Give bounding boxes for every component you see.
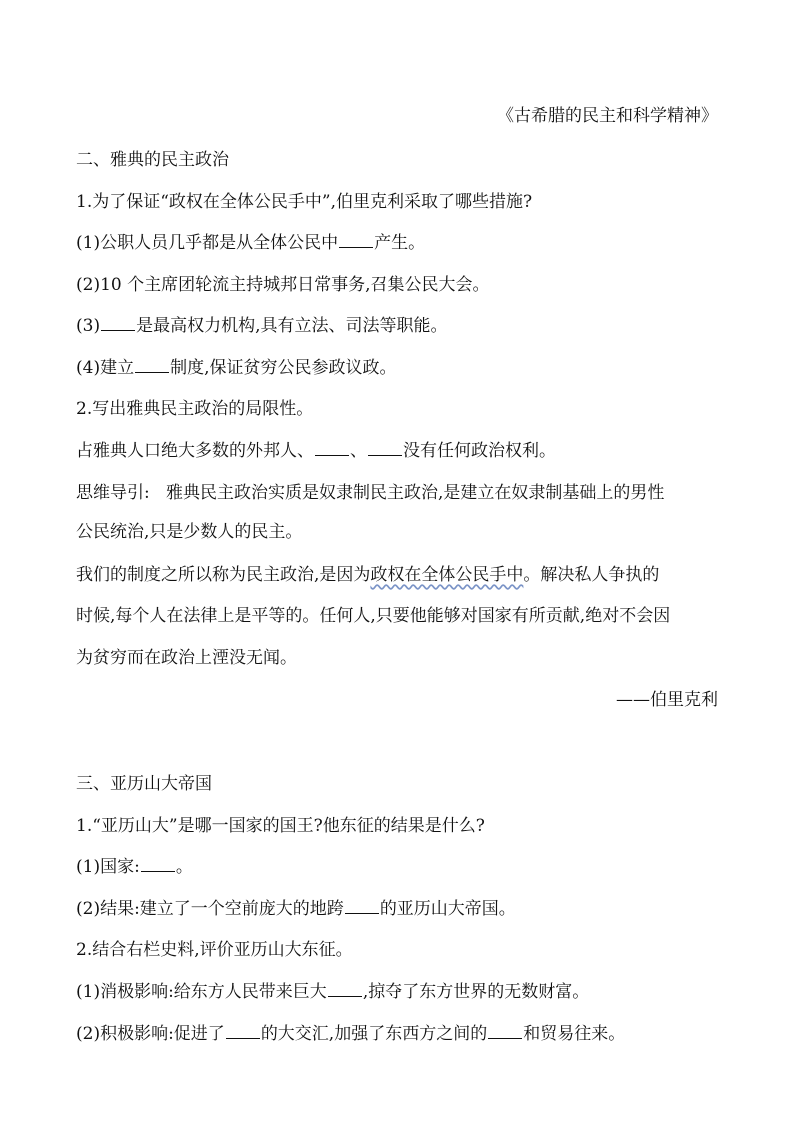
question-3-2: 2.结合右栏史料,评价亚历山大东征。 — [76, 940, 353, 960]
fill-blank[interactable] — [141, 855, 175, 872]
section-heading-alexander: 三、亚历山大帝国 — [76, 774, 212, 794]
answer-1-4: (4)建立 制度,保证贫穷公民参政议政。 — [76, 358, 397, 378]
answer-1-1: (1)公职人员几乎都是从全体公民中 产生。 — [76, 233, 426, 253]
fill-blank[interactable] — [368, 439, 402, 456]
fill-blank[interactable] — [315, 439, 349, 456]
answer-1-2: (2)10 个主席团轮流主持城邦日常事务,召集公民大会。 — [76, 275, 490, 295]
thinking-guide: 思维导引: 雅典民主政治实质是奴隶制民主政治,是建立在奴隶制基础上的男性 — [76, 483, 665, 503]
thinking-guide-label: 思维导引: — [76, 483, 150, 503]
quote-line-2: 时候,每个人在法律上是平等的。任何人,只要他能够对国家有所贡献,绝对不会因 — [76, 606, 671, 626]
answer-1-3: (3) 是最高权力机构,具有立法、司法等职能。 — [76, 316, 448, 336]
question-2: 2.写出雅典民主政治的局限性。 — [76, 399, 314, 419]
fill-blank[interactable] — [226, 1022, 260, 1039]
fill-blank[interactable] — [488, 1022, 522, 1039]
fill-blank[interactable] — [345, 897, 379, 914]
fill-blank[interactable] — [328, 980, 362, 997]
question-3-1: 1.“亚历山大”是哪一国家的国王?他东征的结果是什么? — [76, 816, 485, 836]
fill-blank[interactable] — [101, 314, 135, 331]
quote-line-3: 为贫穷而在政治上湮没无闻。 — [76, 648, 297, 668]
answer-3-1-2: (2)结果:建立了一个空前庞大的地跨 的亚历山大帝国。 — [76, 899, 516, 919]
thinking-guide-cont: 公民统治,只是少数人的民主。 — [76, 522, 303, 542]
question-1: 1.为了保证“政权在全体公民手中”,伯里克利采取了哪些措施? — [76, 192, 533, 212]
answer-3-1-1: (1)国家: 。 — [76, 857, 193, 877]
answer-3-2-1: (1)消极影响:给东方人民带来巨大 ,掠夺了东方世界的无数财富。 — [76, 982, 590, 1002]
answer-2: 占雅典人口绝大多数的外邦人、 、 没有任何政治权利。 — [76, 441, 556, 461]
section-heading-athens: 二、雅典的民主政治 — [76, 150, 229, 170]
quote-author: ——伯里克利 — [616, 690, 718, 710]
emphasized-phrase: 政权在全体公民手中 — [370, 565, 524, 585]
source-title: 《古希腊的民主和科学精神》 — [497, 106, 718, 126]
answer-3-2-2: (2)积极影响:促进了 的大交汇,加强了东西方之间的 和贸易往来。 — [76, 1024, 626, 1044]
quote-line-1: 我们的制度之所以称为民主政治,是因为政权在全体公民手中。解决私人争执的 — [76, 565, 660, 585]
fill-blank[interactable] — [135, 356, 169, 373]
fill-blank[interactable] — [339, 231, 373, 248]
